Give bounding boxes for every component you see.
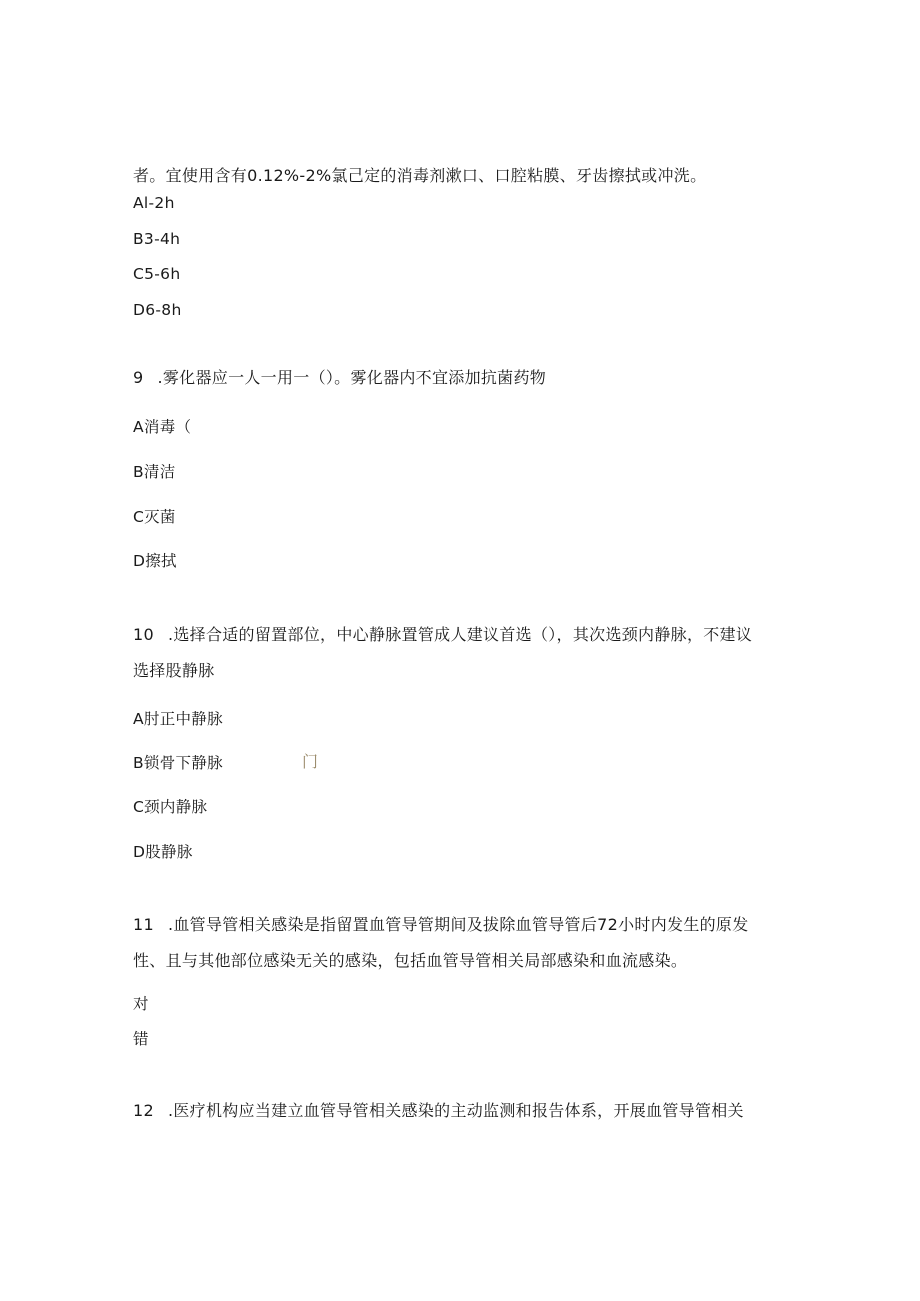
q12-question-line1 bbox=[133, 1101, 744, 1121]
q12-number: 12 bbox=[133, 1101, 154, 1120]
q10-option-a: A肘正中静脉 bbox=[133, 710, 223, 728]
q9-option-a: A消毒（ bbox=[133, 418, 192, 436]
q11-option-false: 错 bbox=[133, 1030, 149, 1048]
q8-option-d: D6-8h bbox=[133, 301, 182, 319]
q8-option-b: B3-4h bbox=[133, 230, 181, 248]
q11-question-line2: 性、且与其他部位感染无关的感染，包括血管导管相关局部感染和血流感染。 bbox=[133, 951, 688, 970]
q9-option-c: C灭菌 bbox=[133, 508, 176, 526]
q10-option-d: D股静脉 bbox=[133, 843, 193, 861]
q10-question-line2: 选择股静脉 bbox=[133, 661, 215, 680]
q10-option-c: C颈内静脉 bbox=[133, 798, 208, 816]
stray-mark: 门 bbox=[302, 752, 319, 771]
q11-option-true: 对 bbox=[133, 995, 149, 1013]
q12-text-line1: .医疗机构应当建立血管导管相关感染的主动监测和报告体系，开展血管导管相关 bbox=[167, 1101, 744, 1120]
q11-number: 11 bbox=[133, 915, 154, 934]
q11-question-line1 bbox=[133, 915, 749, 935]
q10-question-line1 bbox=[133, 625, 752, 645]
q8-option-a: Al-2h bbox=[133, 194, 175, 212]
fragment-top-text: 者。宜使用含有0.12%-2%氯己定的消毒剂漱口、口腔粘膜、牙齿擦拭或冲洗。 bbox=[133, 166, 707, 185]
q10-option-b: B锁骨下静脉 bbox=[133, 754, 223, 772]
q9-question bbox=[133, 368, 546, 388]
q9-text: .雾化器应一人一用一（）。雾化器内不宜添加抗菌药物 bbox=[157, 368, 547, 387]
q8-option-c: C5-6h bbox=[133, 265, 181, 283]
q11-text-line1: .血管导管相关感染是指留置血管导管期间及拔除血管导管后72小时内发生的原发 bbox=[167, 915, 749, 934]
q9-option-b: B清洁 bbox=[133, 463, 176, 481]
q9-option-d: D擦拭 bbox=[133, 552, 177, 570]
q9-number: 9 bbox=[133, 368, 144, 387]
q10-text-line1: .选择合适的留置部位，中心静脉置管成人建议首选（），其次选颈内静脉，不建议 bbox=[167, 625, 753, 644]
q10-number: 10 bbox=[133, 625, 154, 644]
